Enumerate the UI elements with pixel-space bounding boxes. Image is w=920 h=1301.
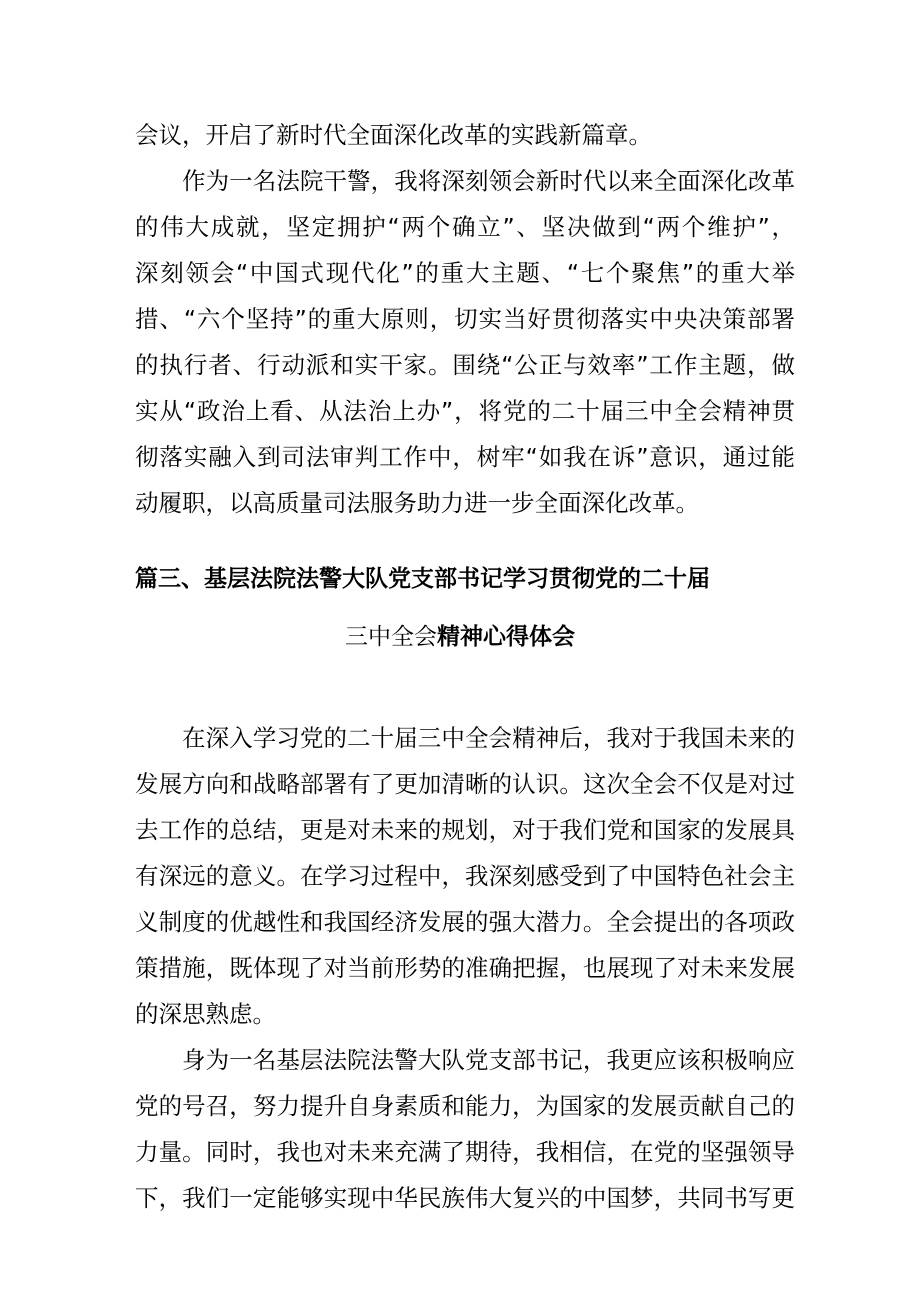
paragraph-line: 发展方向和战略部署有了更加清晰的认识。这次全会不仅是对过	[135, 770, 795, 798]
paragraph-line: 的伟大成就，坚定拥护“两个确立”、坚决做到“两个维护”，	[135, 213, 795, 241]
section-heading: 篇三、基层法院法警大队党支部书记学习贯彻党的二十届	[135, 566, 710, 592]
paragraph-line: 会议，开启了新时代全面深化改革的实践新篇章。	[135, 121, 652, 149]
paragraph-line: 彻落实融入到司法审判工作中，树牢“如我在诉”意识，通过能	[135, 443, 795, 471]
paragraph-line: 有深远的意义。在学习过程中，我深刻感受到了中国特色社会主	[135, 862, 795, 890]
paragraph-line: 身为一名基层法院法警大队党支部书记，我更应该积极响应	[182, 1046, 795, 1074]
section-subheading	[0, 620, 920, 654]
paragraph-line: 深刻领会“中国式现代化”的重大主题、“七个聚焦”的重大举	[135, 259, 795, 287]
paragraph-line: 措、“六个坚持”的重大原则，切实当好贯彻落实中央决策部署	[135, 305, 795, 333]
paragraph-line: 义制度的优越性和我国经济发展的强大潜力。全会提出的各项政	[135, 908, 795, 936]
paragraph-line: 力量。同时，我也对未来充满了期待，我相信，在党的坚强领导	[135, 1138, 795, 1166]
paragraph-line: 的执行者、行动派和实干家。围绕“公正与效率”工作主题，做	[135, 351, 795, 379]
paragraph-line: 动履职，以高质量司法服务助力进一步全面深化改革。	[135, 489, 699, 517]
paragraph-line: 策措施，既体现了对当前形势的准确把握，也展现了对未来发展	[135, 954, 795, 982]
subheading-normal-text: 三中全会	[345, 624, 437, 650]
paragraph-line: 下，我们一定能够实现中华民族伟大复兴的中国梦，共同书写更	[135, 1184, 795, 1212]
paragraph-line: 的深思熟虑。	[135, 1000, 276, 1028]
subheading-bold-text: 精神心得体会	[437, 624, 575, 650]
paragraph-line: 实从“政治上看、从法治上办”，将党的二十届三中全会精神贯	[135, 397, 795, 425]
paragraph-line: 在深入学习党的二十届三中全会精神后，我对于我国未来的	[182, 724, 795, 752]
paragraph-line: 作为一名法院干警，我将深刻领会新时代以来全面深化改革	[182, 167, 795, 195]
paragraph-line: 党的号召，努力提升自身素质和能力，为国家的发展贡献自己的	[135, 1092, 795, 1120]
paragraph-line: 去工作的总结，更是对未来的规划，对于我们党和国家的发展具	[135, 816, 795, 844]
